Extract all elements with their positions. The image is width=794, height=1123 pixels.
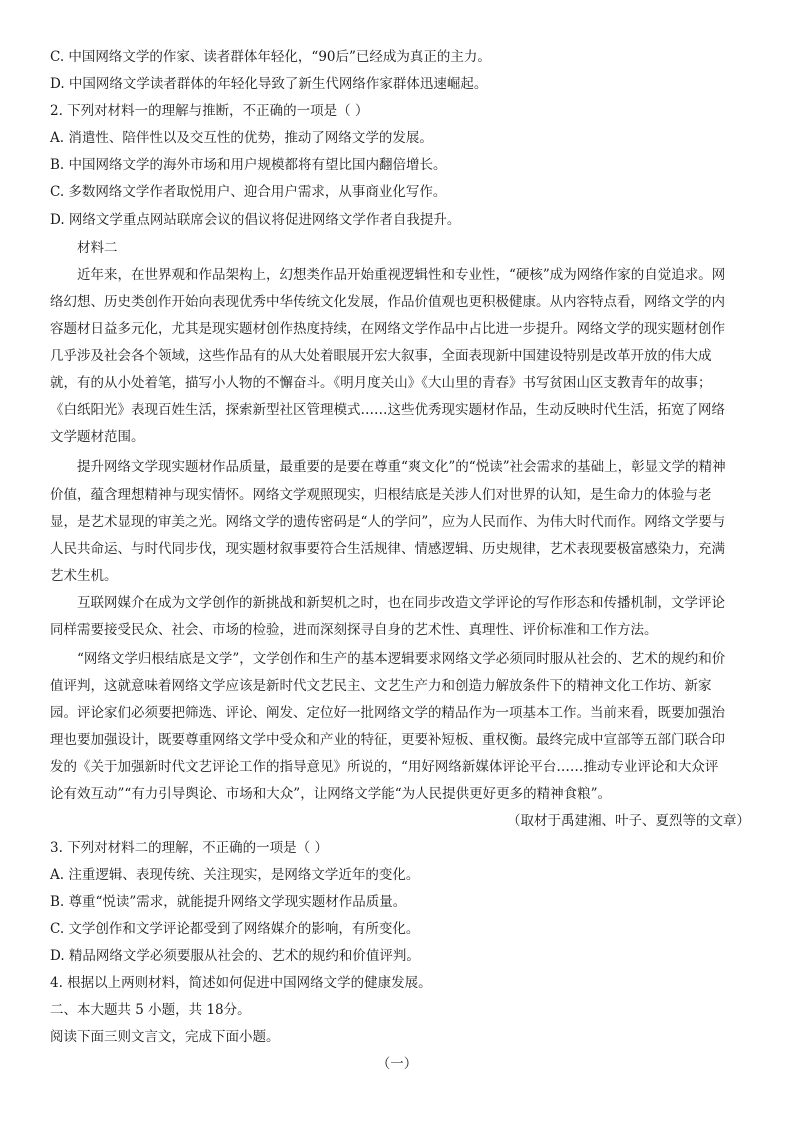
reading-instruction: 阅读下面三则文言文，完成下面小题。 bbox=[50, 1029, 280, 1045]
paragraph-line: 艺术生机。 bbox=[50, 568, 118, 584]
option-a-q3: A. 注重逻辑、表现传统、关注现实，是网络文学近年的变化。 bbox=[50, 867, 420, 883]
paragraph-line: 《白纸阳光》表现百姓生活，探索新型社区管理模式……这些优秀现实题材作品，生动反映时代生活，拓宽了网络 bbox=[50, 402, 725, 418]
option-d-q3: D. 精品网络文学必须要服从社会的、艺术的规约和价值评判。 bbox=[50, 948, 420, 964]
paragraph-line: 价值，蕴含理想精神与现实情怀。网络文学观照现实，归根结底是关涉人们对世界的认知，是生命力的体验与老 bbox=[50, 487, 712, 503]
option-b-q2: B. 中国网络文学的海外市场和用户规模都将有望比国内翻倍增长。 bbox=[50, 157, 447, 173]
material-2-heading: 材料二 bbox=[77, 240, 118, 256]
paragraph-line: 论有效互动”“有力引导舆论、市场和大众”，让网络文学能“为人民提供更好更多的精神食粮”。 bbox=[50, 786, 612, 802]
option-c-q1: C. 中国网络文学的作家、读者群体年轻化，“90后”已经成为真正的主力。 bbox=[50, 49, 491, 65]
paragraph-line: 人民共命运、与时代同步伐，现实题材叙事要符合生活规律、情感逻辑、历史规律，艺术表现要极富感染力，充满 bbox=[50, 541, 725, 557]
question-2: 2. 下列对材料一的理解与推断，不正确的一项是（ ） bbox=[50, 103, 369, 119]
paragraph-line: 互联网媒介在成为文学创作的新挑战和新契机之时，也在同步改造文学评论的写作形态和传播机制，文学评论 bbox=[77, 595, 725, 611]
section-2-heading: 二、本大题共 5 小题，共 18分。 bbox=[50, 1002, 251, 1018]
paragraph-line: 就，有的从小处着笔，描写小人物的不懈奋斗。《明月度关山》《大山里的青春》书写贫困山区支教青年的故事； bbox=[50, 375, 712, 391]
passage-number: （一） bbox=[376, 1056, 418, 1072]
option-d-q1: D. 中国网络文学读者群体的年轻化导致了新生代网络作家群体迅速崛起。 bbox=[50, 76, 488, 92]
paragraph-line: 发的《关于加强新时代文艺评论工作的指导意见》所说的，“用好网络新媒体评论平台……推动专业评论和大众评 bbox=[50, 759, 719, 775]
option-a-q2: A. 消遣性、陪伴性以及交互性的优势，推动了网络文学的发展。 bbox=[50, 130, 433, 146]
paragraph-line: 络幻想、历史类创作开始向表现优秀中华传统文化发展，作品价值观也更积极健康。从内容特点看，网络文学的内 bbox=[50, 294, 725, 310]
paragraph-line: 同样需要接受民众、社会、市场的检验，进而深刻探寻自身的艺术性、真理性、评价标准和工作方法。 bbox=[50, 622, 658, 638]
paragraph-line: 理也要加强设计，既要尊重网络文学中受众和产业的特征，更要补短板、重权衡。最终完成中宣部等五部门联合印 bbox=[50, 732, 725, 748]
option-c-q2: C. 多数网络文学作者取悦用户、迎合用户需求，从事商业化写作。 bbox=[50, 184, 447, 200]
option-c-q3: C. 文学创作和文学评论都受到了网络媒介的影响，有所变化。 bbox=[50, 921, 420, 937]
paragraph-line: 提升网络文学现实题材作品质量，最重要的是要在尊重“爽文化”的“悦读”社会需求的基础上，彰显文学的精神 bbox=[77, 459, 726, 475]
option-d-q2: D. 网络文学重点网站联席会议的倡议将促进网络文学作者自我提升。 bbox=[50, 212, 461, 228]
option-b-q3: B. 尊重“悦读”需求，就能提升网络文学现实题材作品质量。 bbox=[50, 894, 407, 910]
paragraph-line: 几乎涉及社会各个领域，这些作品有的从大处着眼展开宏大叙事，全面表现新中国建设特别是改革开放的伟大成 bbox=[50, 348, 712, 364]
paragraph-line: 文学题材范围。 bbox=[50, 429, 145, 445]
source-attribution: （取材于禹建湘、叶子、夏烈等的文章） bbox=[507, 813, 750, 829]
paragraph-line: 近年来，在世界观和作品架构上，幻想类作品开始重视逻辑性和专业性，“硬核”成为网络作家的自觉追求。网 bbox=[77, 267, 726, 283]
paragraph-line: 显，是艺术显现的审美之光。网络文学的遗传密码是“人的学问”，应为人民而作、为伟大时代而作。网络文学要与 bbox=[50, 514, 726, 530]
question-4: 4. 根据以上两则材料，简述如何促进中国网络文学的健康发展。 bbox=[50, 975, 432, 991]
paragraph-line: 值评判，这就意味着网络文学应该是新时代文艺民主、文艺生产力和创造力解放条件下的精神文化工作坊、新家 bbox=[50, 678, 712, 694]
paragraph-line: 园。评论家们必须要把筛选、评论、阐发、定位好一批网络文学的精品作为一项基本工作。当前来看，既要加强治 bbox=[50, 705, 725, 721]
question-3: 3. 下列对材料二的理解，不正确的一项是（ ） bbox=[50, 840, 328, 856]
paragraph-line: “网络文学归根结底是文学”，文学创作和生产的基本逻辑要求网络文学必须同时服从社会的、艺术的规约和价 bbox=[77, 651, 726, 667]
paragraph-line: 容题材日益多元化，尤其是现实题材创作热度持续，在网络文学作品中占比进一步提升。网络文学的现实题材创作 bbox=[50, 321, 725, 337]
